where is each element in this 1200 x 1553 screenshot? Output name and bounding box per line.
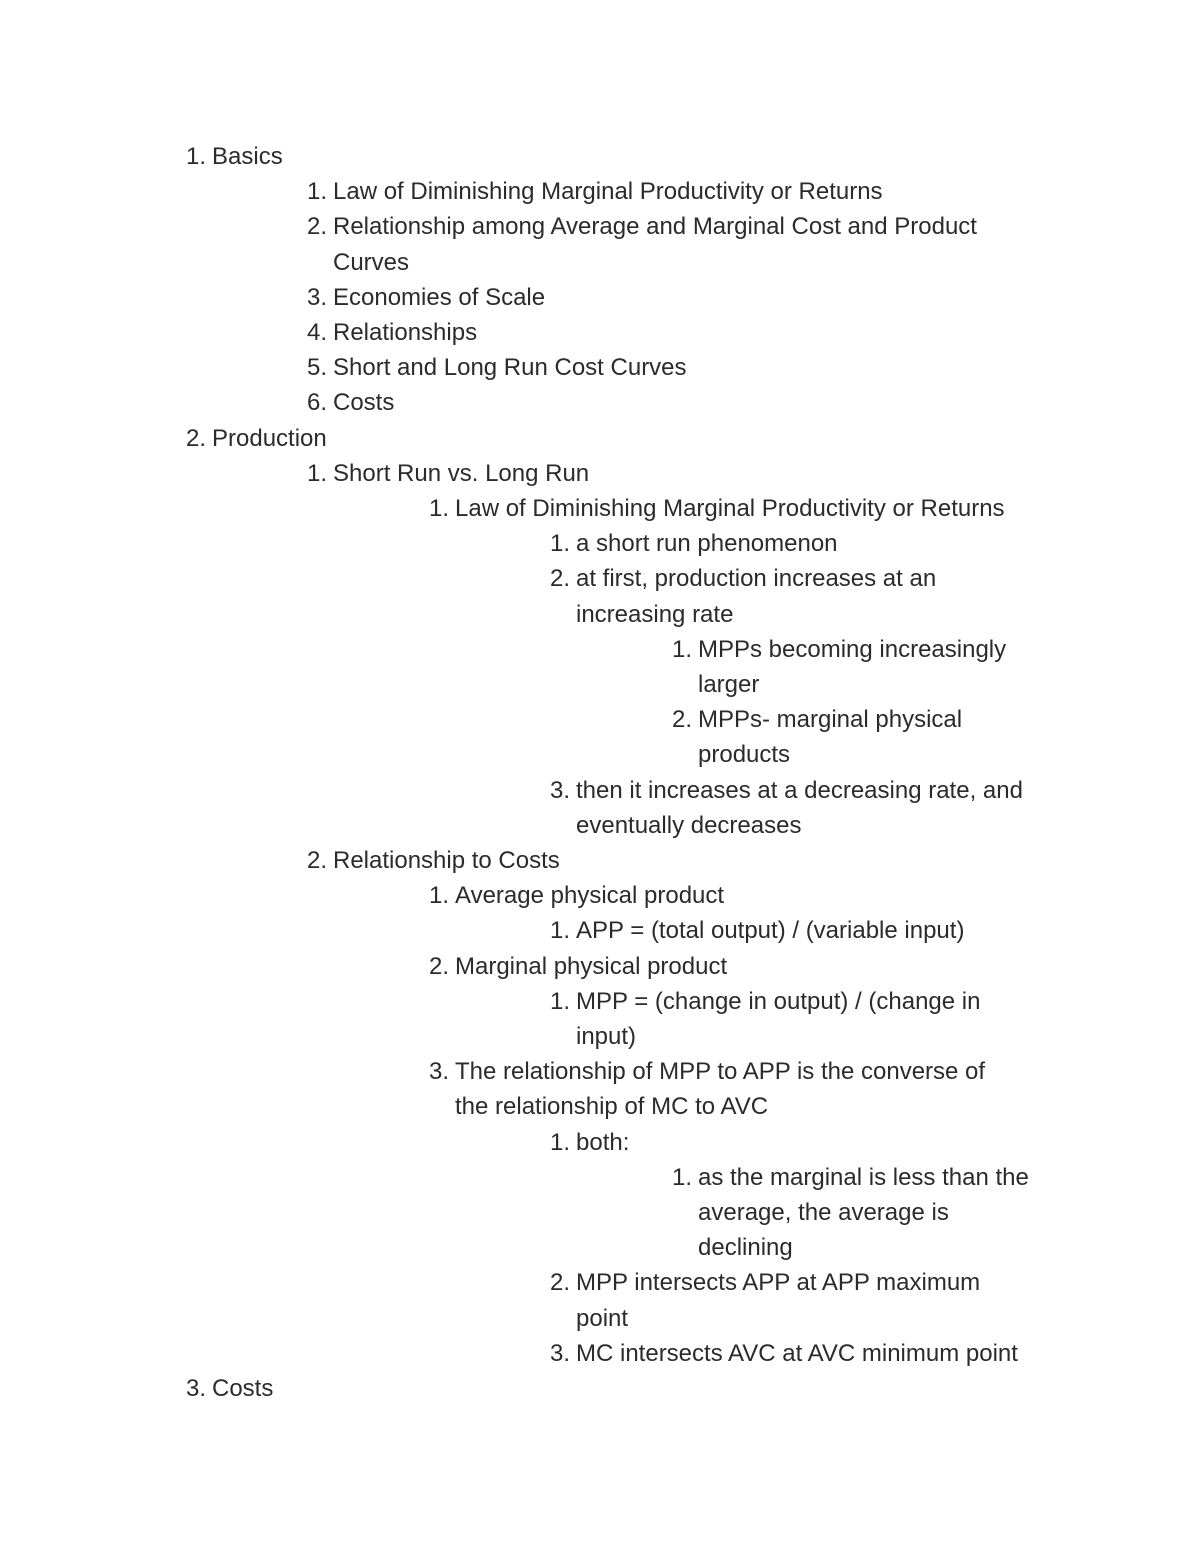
outline-item-text: Basics [212,143,283,170]
outline-item-number: 4. [306,319,327,346]
outline-item-text: Relationship to Costs [333,847,560,874]
outline-item-text: then it increases at a decreasing rate, and [576,776,1023,804]
outline-item-text: products [698,741,791,769]
outline-item-number: 2. [549,565,570,593]
outline-item-number: 3. [185,1375,206,1402]
outline-item-number: 1. [549,917,570,945]
outline-item-number: 1. [306,178,327,206]
outline-item-text: a short run phenomenon [576,530,838,558]
outline-item-number: 1. [428,495,449,522]
outline-item-number: 5. [306,354,327,382]
outline-item-number: 3. [306,283,327,311]
outline-item-text: The relationship of MPP to APP is the converse of [455,1058,986,1086]
outline-item-text: point [576,1304,629,1332]
outline-item-text: Relationship among Average and Marginal Cost and Product [333,213,977,241]
outline-item-number: 1. [185,143,206,170]
outline-item-number: 1. [549,1128,570,1156]
outline-item-number: 6. [306,389,327,417]
outline-item-text: Marginal physical product [455,952,728,980]
outline-item-text: at first, production increases at an [576,565,937,593]
outline-item-text: Relationships [333,319,478,346]
outline-item-number: 1. [549,530,570,558]
outline-item-text: the relationship of MC to AVC [455,1093,769,1121]
outline-item-text: MPPs- marginal physical [698,706,963,734]
outline-item-text: MC intersects AVC at AVC minimum point [576,1339,1018,1367]
outline-item-text: Law of Diminishing Marginal Productivity or Returns [333,178,883,206]
outline-item-text: as the marginal is less than the [698,1163,1029,1191]
outline-item-number: 1. [549,987,570,1015]
outline-item-text: Economies of Scale [333,283,546,311]
outline-item-text: MPP intersects APP at APP maximum [576,1269,981,1297]
outline-item-number: 1. [306,459,327,487]
outline-item-text: average, the average is [698,1198,949,1226]
outline-item-text: MPPs becoming increasingly [698,635,1007,663]
outline-item-text: Costs [333,389,395,417]
outline-item-text: Average physical product [455,882,725,910]
outline-item-text: Short and Long Run Cost Curves [333,354,687,382]
outline-item-number: 1. [428,882,449,910]
outline-item-text: APP = (total output) / (variable input) [576,917,965,945]
outline-item-text: Curves [333,248,410,276]
outline-item-text: declining [698,1234,793,1262]
outline-item-text: Costs [212,1375,274,1402]
outline-item-text: Production [212,424,327,452]
outline-item-text: larger [698,670,760,698]
outline-item-number: 3. [428,1058,449,1086]
outline-item-number: 2. [185,424,206,452]
outline-item-number: 1. [671,635,692,663]
outline-item-number: 2. [428,952,449,980]
outline-item-text: both: [576,1128,630,1156]
outline-item-number: 2. [306,213,327,241]
outline-item-text: input) [576,1022,637,1050]
outline-item-text: eventually decreases [576,811,802,839]
outline-item-number: 2. [306,847,327,874]
outline-item-number: 1. [671,1163,692,1191]
outline-item-number: 2. [549,1269,570,1297]
outline-item-text: MPP = (change in output) / (change in [576,987,981,1015]
outline-item-number: 3. [549,1339,570,1367]
outline-item-number: 3. [549,776,570,804]
outline-item-text: Law of Diminishing Marginal Productivity or Returns [455,495,1005,522]
outline-item-text: increasing rate [576,600,734,628]
outline-item-text: Short Run vs. Long Run [333,459,590,487]
outline-item-number: 2. [671,706,692,734]
